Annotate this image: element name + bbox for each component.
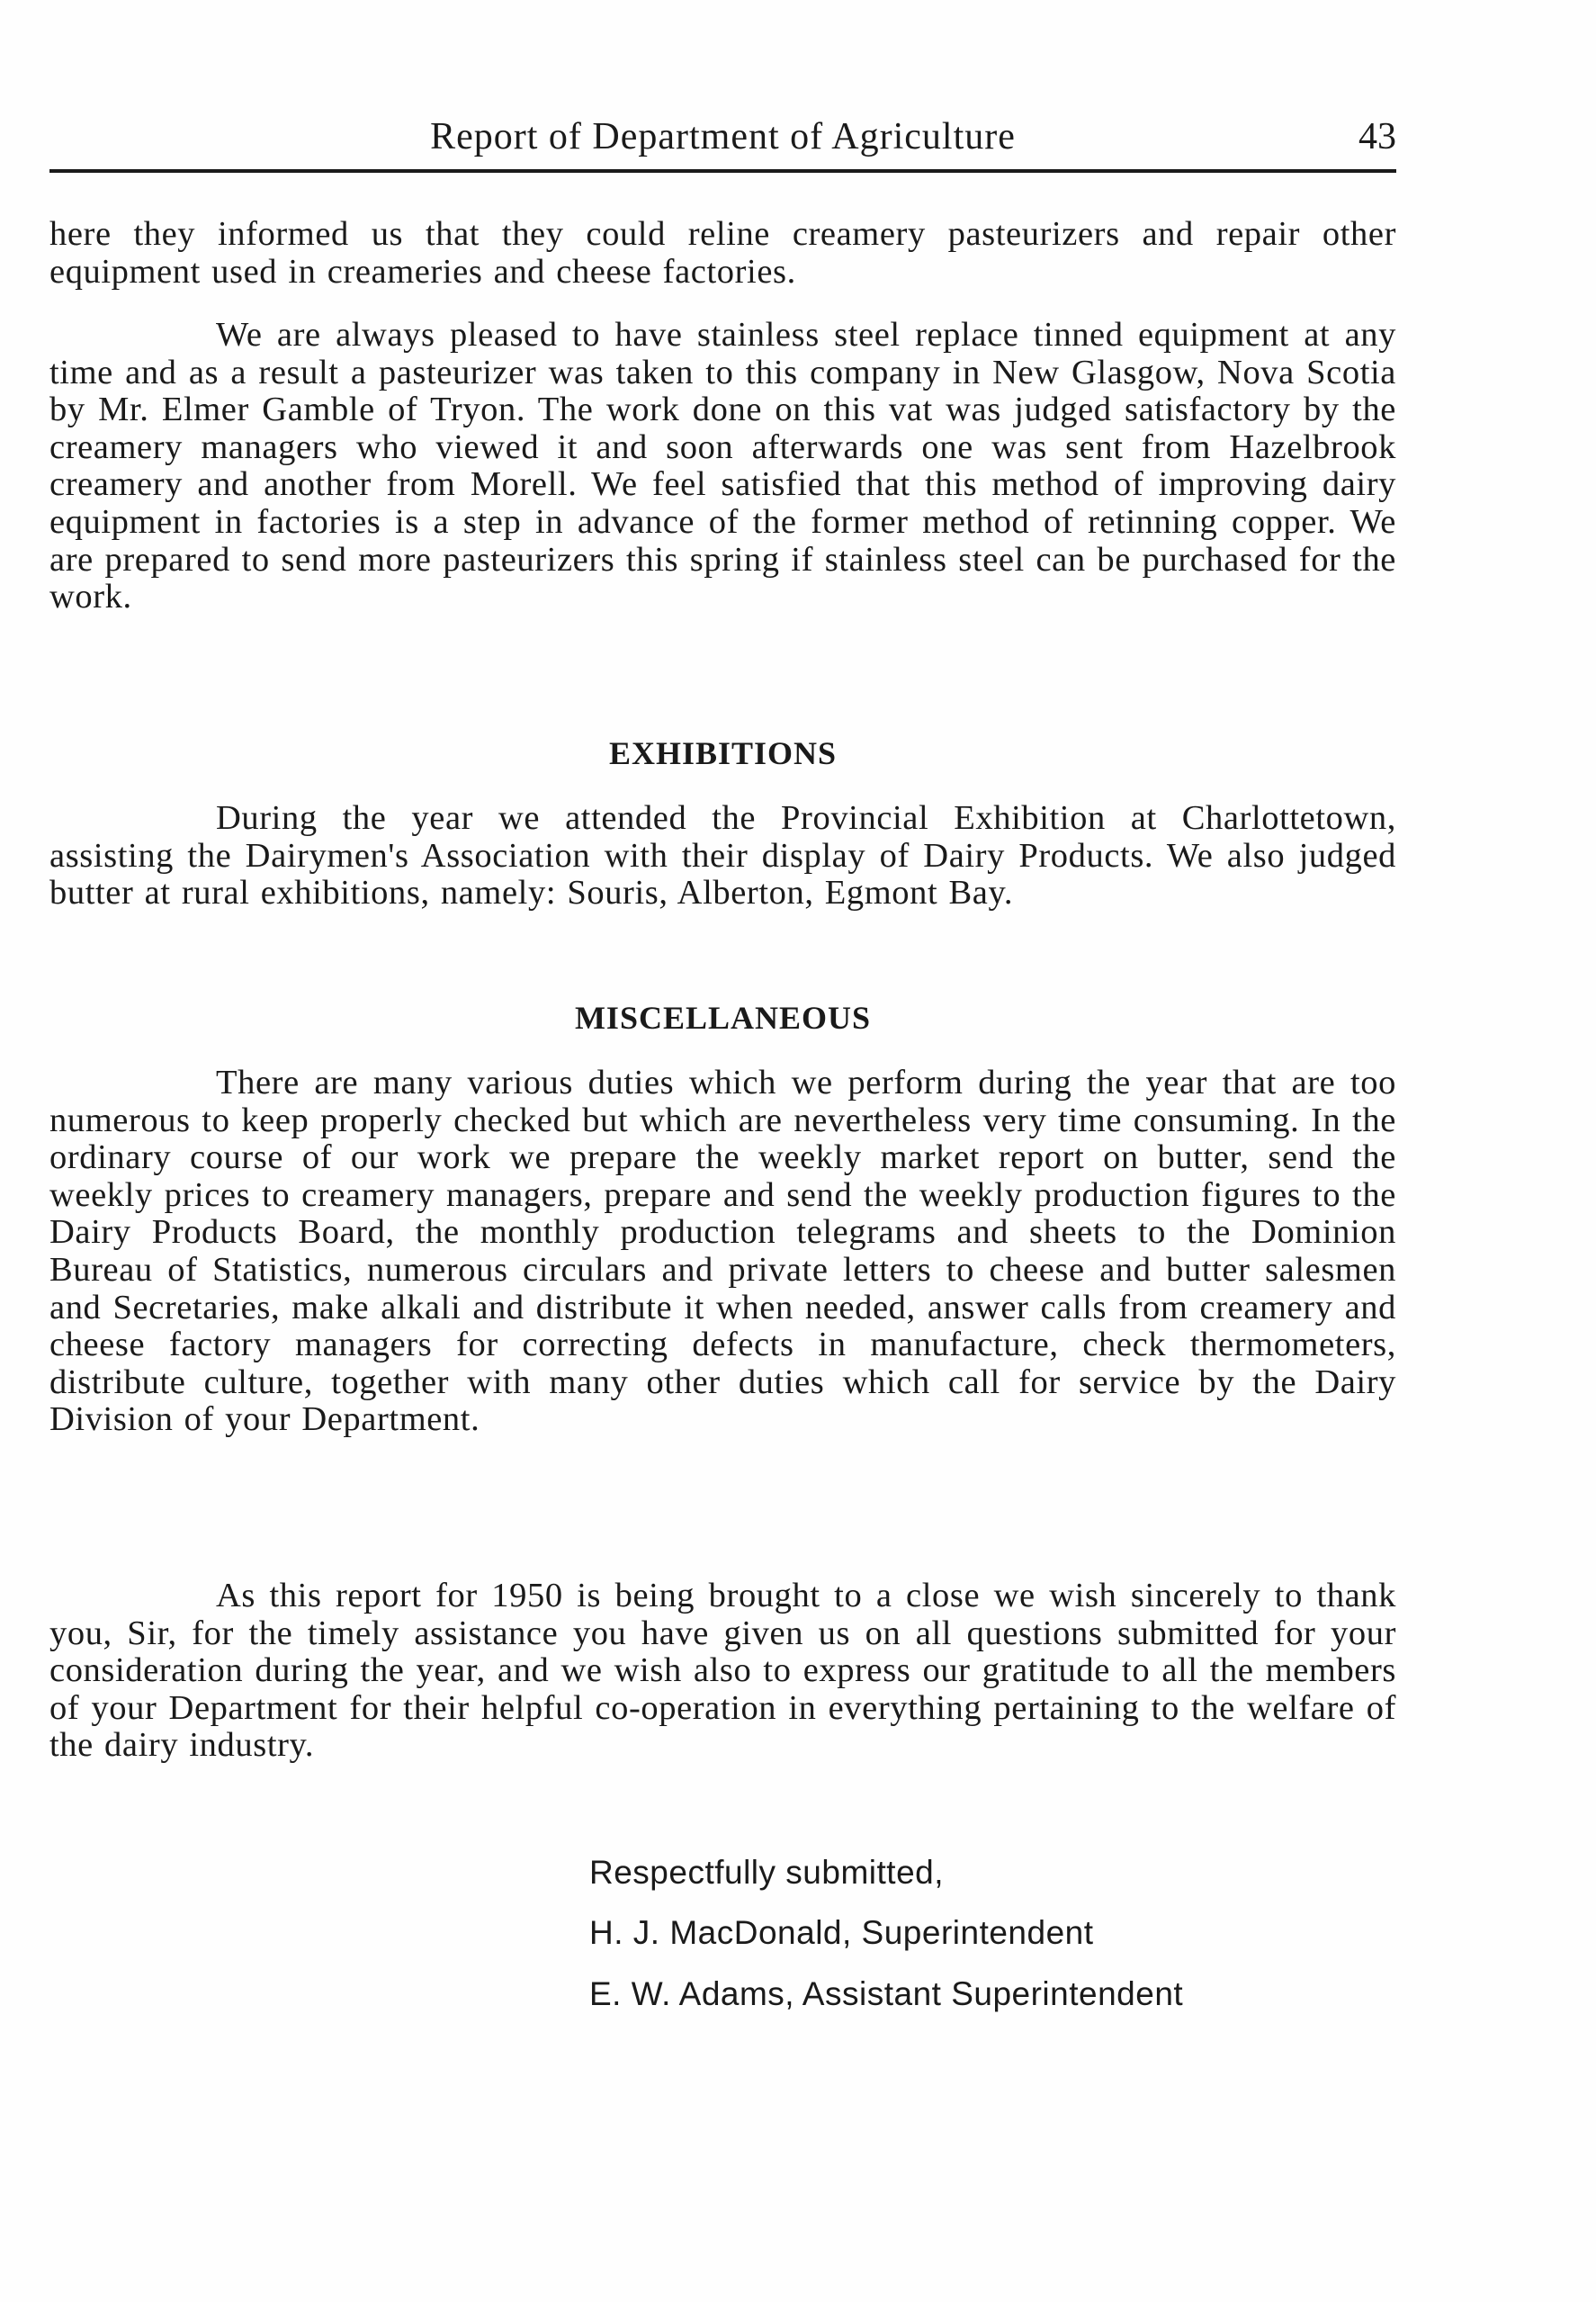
section-heading-miscellaneous: MISCELLANEOUS xyxy=(574,1000,872,1036)
page-number: 43 xyxy=(1358,116,1396,157)
paragraph-closing: As this report for 1950 is being brought to a close we wish sincerely to thank you, Sir, for the timely assistance you have given us on all questions submitted for your consideration during the year, and we wish also to express our gratitude to all the members of your Department for their helpful co-operation in everything pertaining to the welfare of the dairy industry. xyxy=(49,1577,1396,1765)
signature-closing: Respectfully submitted, xyxy=(589,1854,945,1891)
paragraph-continuation: here they informed us that they could reline creamery pasteurizers and repair other equipment used in creameries and cheese factories. xyxy=(49,215,1396,291)
paragraph-exhibitions: During the year we attended the Provincial Exhibition at Charlottetown, assisting the Dairymen's Association with their display of Dairy Products. We also judged butter at rural exhibitions, namely: Souris, Alberton, Egmont Bay. xyxy=(49,799,1396,913)
paragraph-stainless-steel: We are always pleased to have stainless steel replace tinned equipment at any time and as a result a pasteurizer was taken to this company in New Glasgow, Nova Scotia by Mr. Elmer Gamble of Tryon. The work done on this vat was judged satisfactory by the creamery managers who viewed it and soon afterwards one was sent from Hazelbrook creamery and another from Morell. We feel satisfied that this method of improving dairy equipment in factories is a step in advance of the former method of retinning copper. We are prepared to send more pasteurizers this spring if stainless steel can be purchased for the work. xyxy=(49,316,1396,616)
section-heading-exhibitions: EXHIBITIONS xyxy=(608,735,838,771)
signature-superintendent: H. J. MacDonald, Superintendent xyxy=(589,1914,1094,1951)
paragraph-miscellaneous: There are many various duties which we perform during the year that are too numerous to keep properly checked but which are nevertheless very time consuming. In the ordinary course of our work we prepare the weekly market report on butter, send the weekly prices to creamery managers, prepare and send the weekly production figures to the Dairy Products Board, the monthly production telegrams and sheets to the Dominion Bureau of Statistics, numerous circulars and private letters to cheese and butter salesmen and Secretaries, make alkali and distribute it when needed, answer calls from creamery and cheese factory managers for correcting defects in manufacture, check thermometers, distribute culture, together with many other duties which call for service by the Dairy Division of your Department. xyxy=(49,1064,1396,1439)
running-title: Report of Department of Agriculture xyxy=(430,116,1016,157)
signature-assistant-superintendent: E. W. Adams, Assistant Superintendent xyxy=(589,1975,1184,2012)
page-header xyxy=(49,115,1396,169)
header-rule xyxy=(49,169,1396,173)
